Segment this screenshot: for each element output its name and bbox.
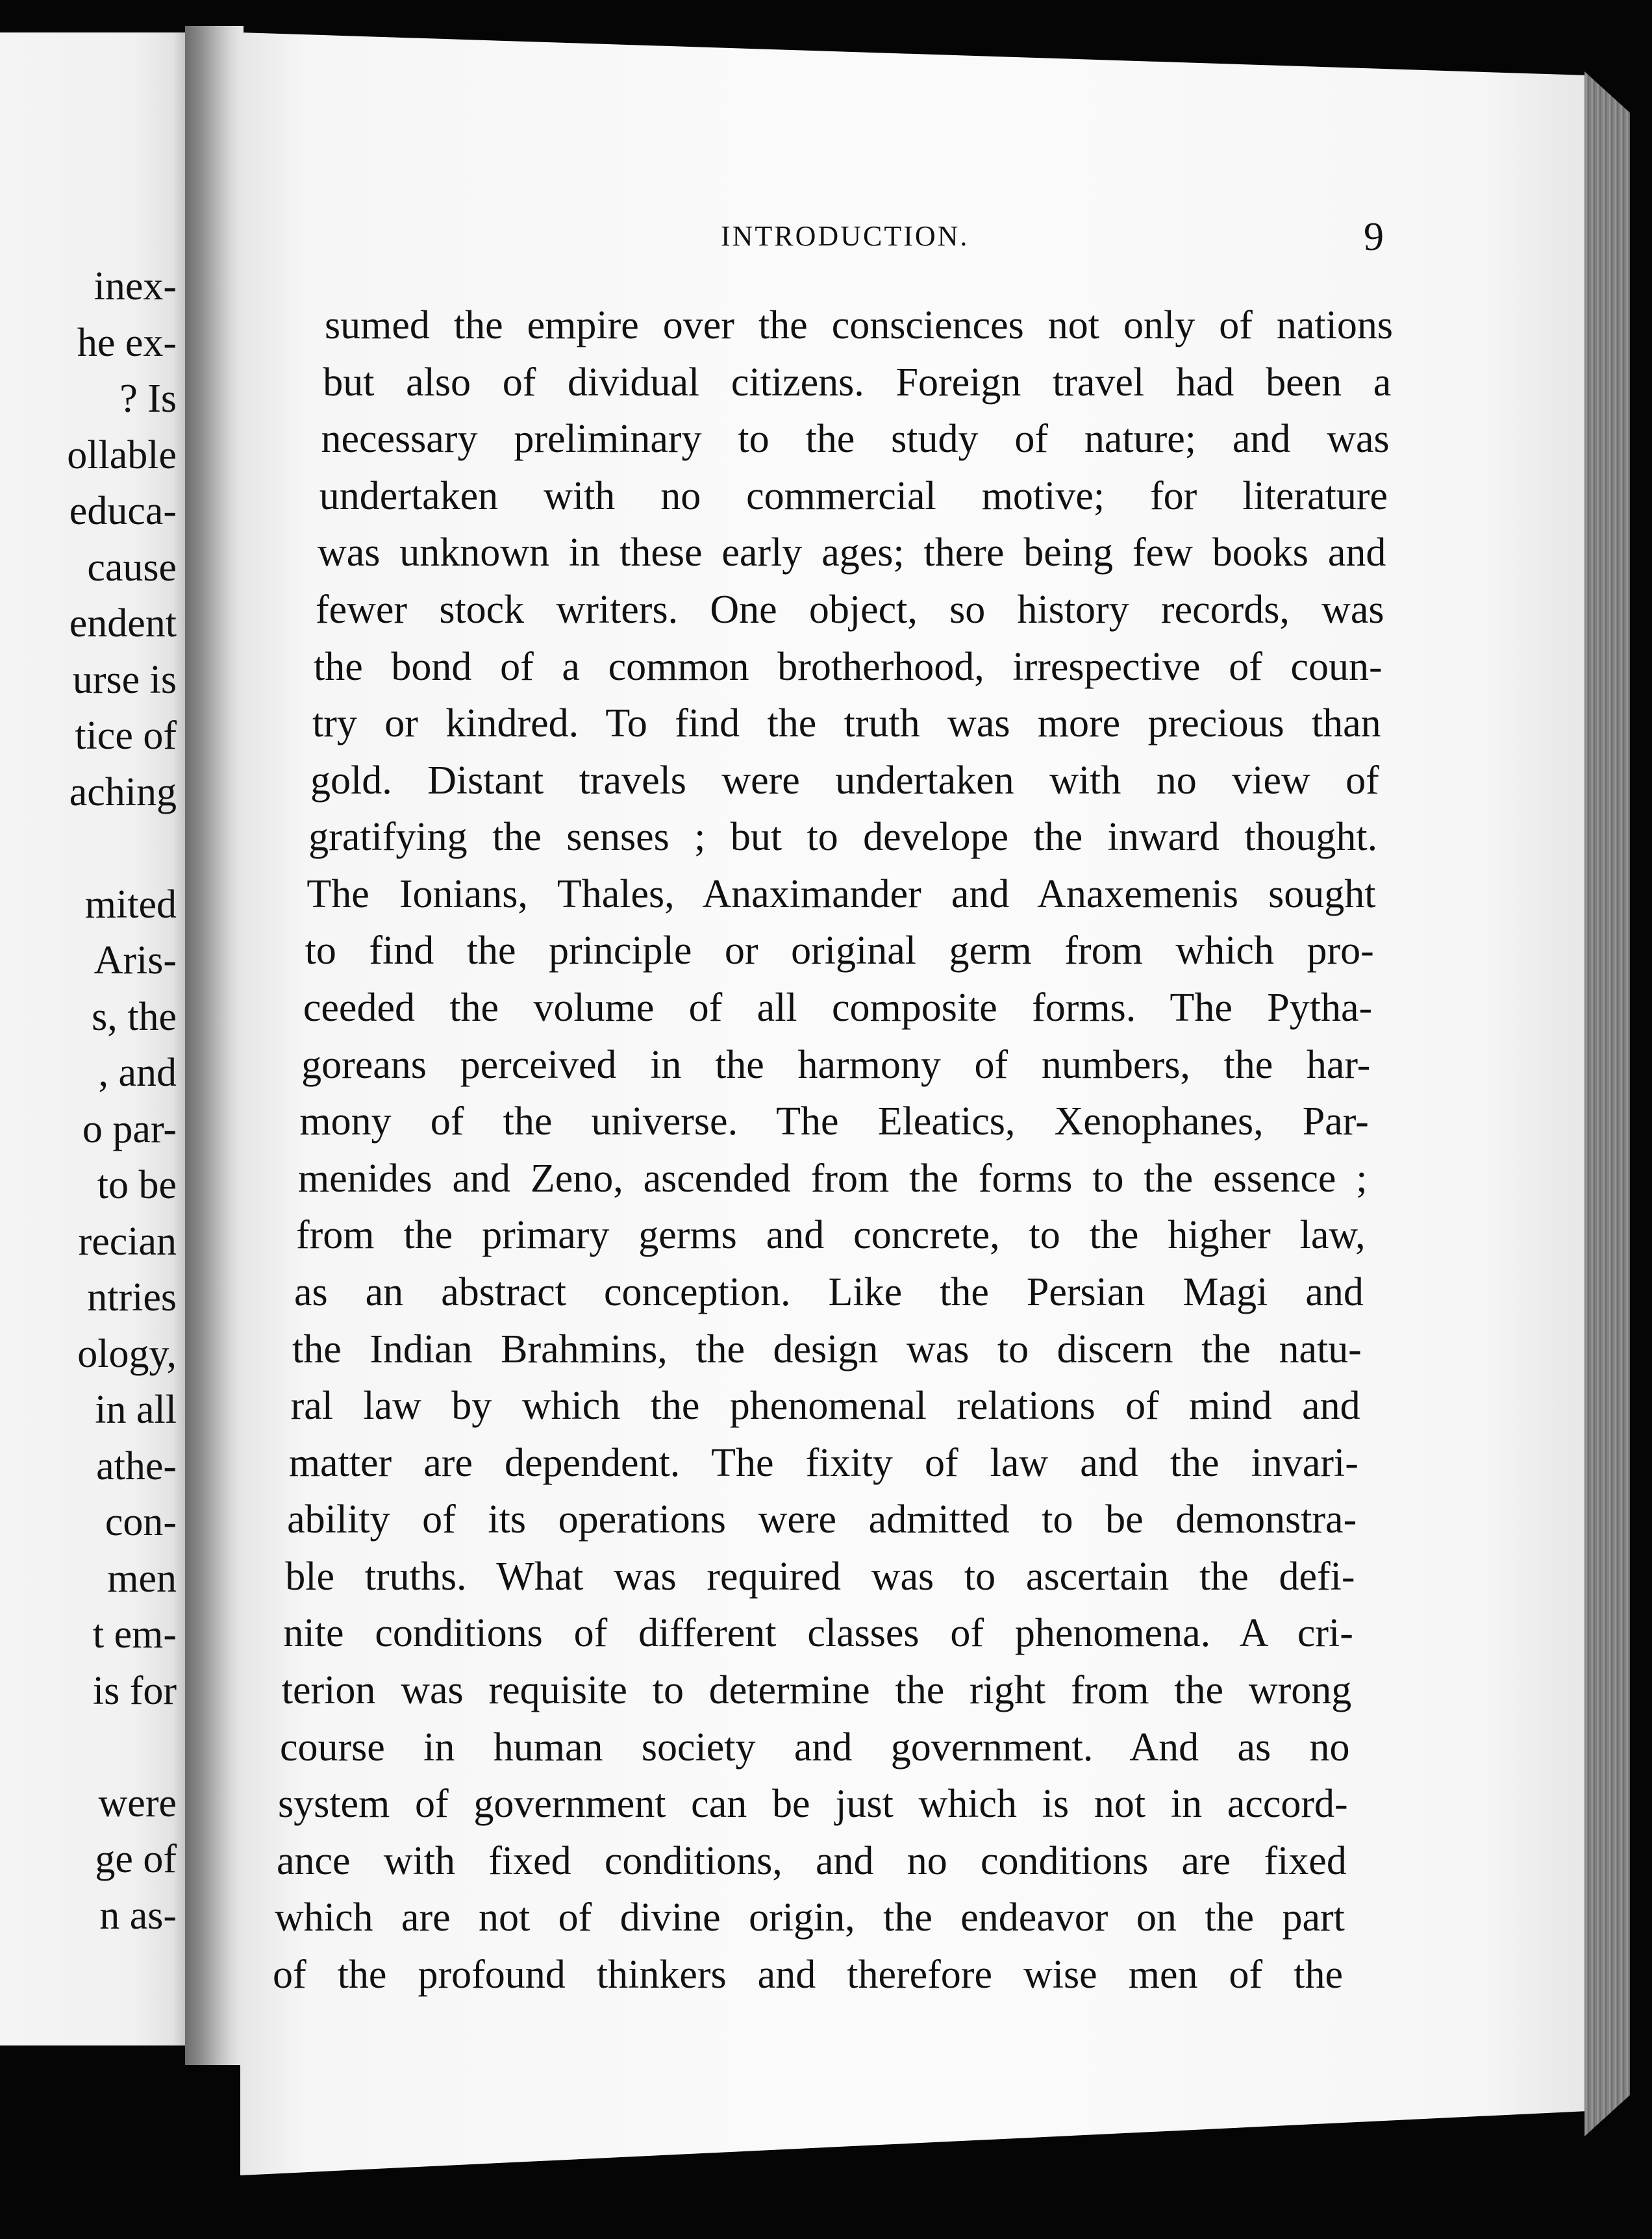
left-page-line: con- <box>105 1500 177 1544</box>
body-line: but also of dividual citizens. Foreign travel had been a <box>323 360 1392 405</box>
left-page-line: is for <box>92 1668 177 1713</box>
page-stack-edge <box>1584 71 1630 2136</box>
body-line: ability of its operations were admitted to be demonstra- <box>287 1497 1357 1542</box>
body-line: try or kindred. To find the truth was more precious than <box>312 701 1381 746</box>
left-page-line: inex- <box>94 264 177 308</box>
left-page-line: Aris- <box>94 938 177 982</box>
left-page-line: in all <box>95 1388 177 1432</box>
left-page-line: , and <box>98 1051 177 1095</box>
left-page-line: tice of <box>75 714 177 758</box>
left-page-line: cause <box>87 545 177 590</box>
running-head: INTRODUCTION. <box>721 220 970 252</box>
body-line: The Ionians, Thales, Anaximander and Anaxemenis sought <box>307 871 1376 916</box>
body-line: undertaken with no commercial motive; for literature <box>319 473 1388 518</box>
left-page-line: o par- <box>82 1107 177 1151</box>
left-page-line: ntries <box>87 1275 177 1320</box>
body-line: ance with fixed conditions, and no conditions are fixed <box>276 1838 1347 1883</box>
left-page-line: he ex- <box>77 320 177 365</box>
body-line: goreans perceived in the harmony of numbers, the har- <box>301 1042 1371 1087</box>
body-line: fewer stock writers. One object, so history records, was <box>316 587 1384 632</box>
left-page-line: mited <box>84 882 177 927</box>
body-line: ceeded the volume of all composite forms. The Pytha- <box>303 986 1373 1031</box>
left-page-line: ge of <box>95 1837 177 1881</box>
book-gutter-shadow <box>185 26 244 2065</box>
body-line: the Indian Brahmins, the design was to discern the natu- <box>292 1327 1362 1371</box>
body-line: menides and Zeno, ascended from the forms to the essence ; <box>297 1156 1368 1201</box>
left-page-line: urse is <box>72 657 177 702</box>
body-line: of the profound thinkers and therefore wise men of the <box>273 1953 1343 1997</box>
body-line: course in human society and government. And as no <box>280 1725 1350 1770</box>
left-page-line: men <box>107 1556 177 1601</box>
body-line: sumed the empire over the consciences not only of nations <box>325 303 1393 347</box>
page-number: 9 <box>1364 215 1384 259</box>
body-line: ble truths. What was required was to ascertain the defi- <box>285 1554 1355 1599</box>
body-line: which are not of divine origin, the endeavor on the part <box>274 1895 1345 1940</box>
body-line: gold. Distant travels were undertaken with no view of <box>310 758 1379 803</box>
left-page-line: educa- <box>69 489 177 533</box>
body-line: was unknown in these early ages; there being few books and <box>317 531 1386 575</box>
left-facing-page <box>0 32 188 2045</box>
left-page-line: s, the <box>92 994 177 1039</box>
left-page-line: athe- <box>96 1444 177 1488</box>
body-line: terion was requisite to determine the right from the wrong <box>281 1668 1352 1713</box>
body-line: ral law by which the phenomenal relations of mind and <box>290 1384 1360 1429</box>
left-page-line: ology, <box>77 1331 177 1376</box>
body-line: as an abstract conception. Like the Persian Magi and <box>294 1270 1364 1314</box>
left-page-line: n as- <box>99 1893 177 1938</box>
left-page-line: ? Is <box>119 377 177 421</box>
body-line: nite conditions of different classes of phenomena. A cri- <box>283 1611 1353 1656</box>
left-page-line: to be <box>97 1163 177 1207</box>
body-line: the bond of a common brotherhood, irrespective of coun- <box>314 644 1383 689</box>
body-line: mony of the universe. The Eleatics, Xenophanes, Par- <box>299 1099 1369 1144</box>
body-line: system of government can be just which is not in accord- <box>278 1782 1348 1827</box>
left-page-line: endent <box>69 601 177 645</box>
body-line: matter are dependent. The fixity of law and the invari- <box>288 1440 1358 1485</box>
left-page-line: were <box>98 1781 177 1825</box>
body-line: necessary preliminary to the study of nature; and was <box>321 417 1390 462</box>
body-line: from the primary germs and concrete, to the higher law, <box>295 1213 1366 1258</box>
left-page-line: recian <box>78 1219 177 1264</box>
left-page-line: aching <box>69 769 177 814</box>
body-line: gratifying the senses ; but to develope the inward thought. <box>308 815 1378 860</box>
left-page-line: ollable <box>67 432 177 477</box>
body-line: to find the principle or original germ from which pro- <box>305 929 1374 973</box>
left-page-line: t em- <box>92 1612 177 1657</box>
